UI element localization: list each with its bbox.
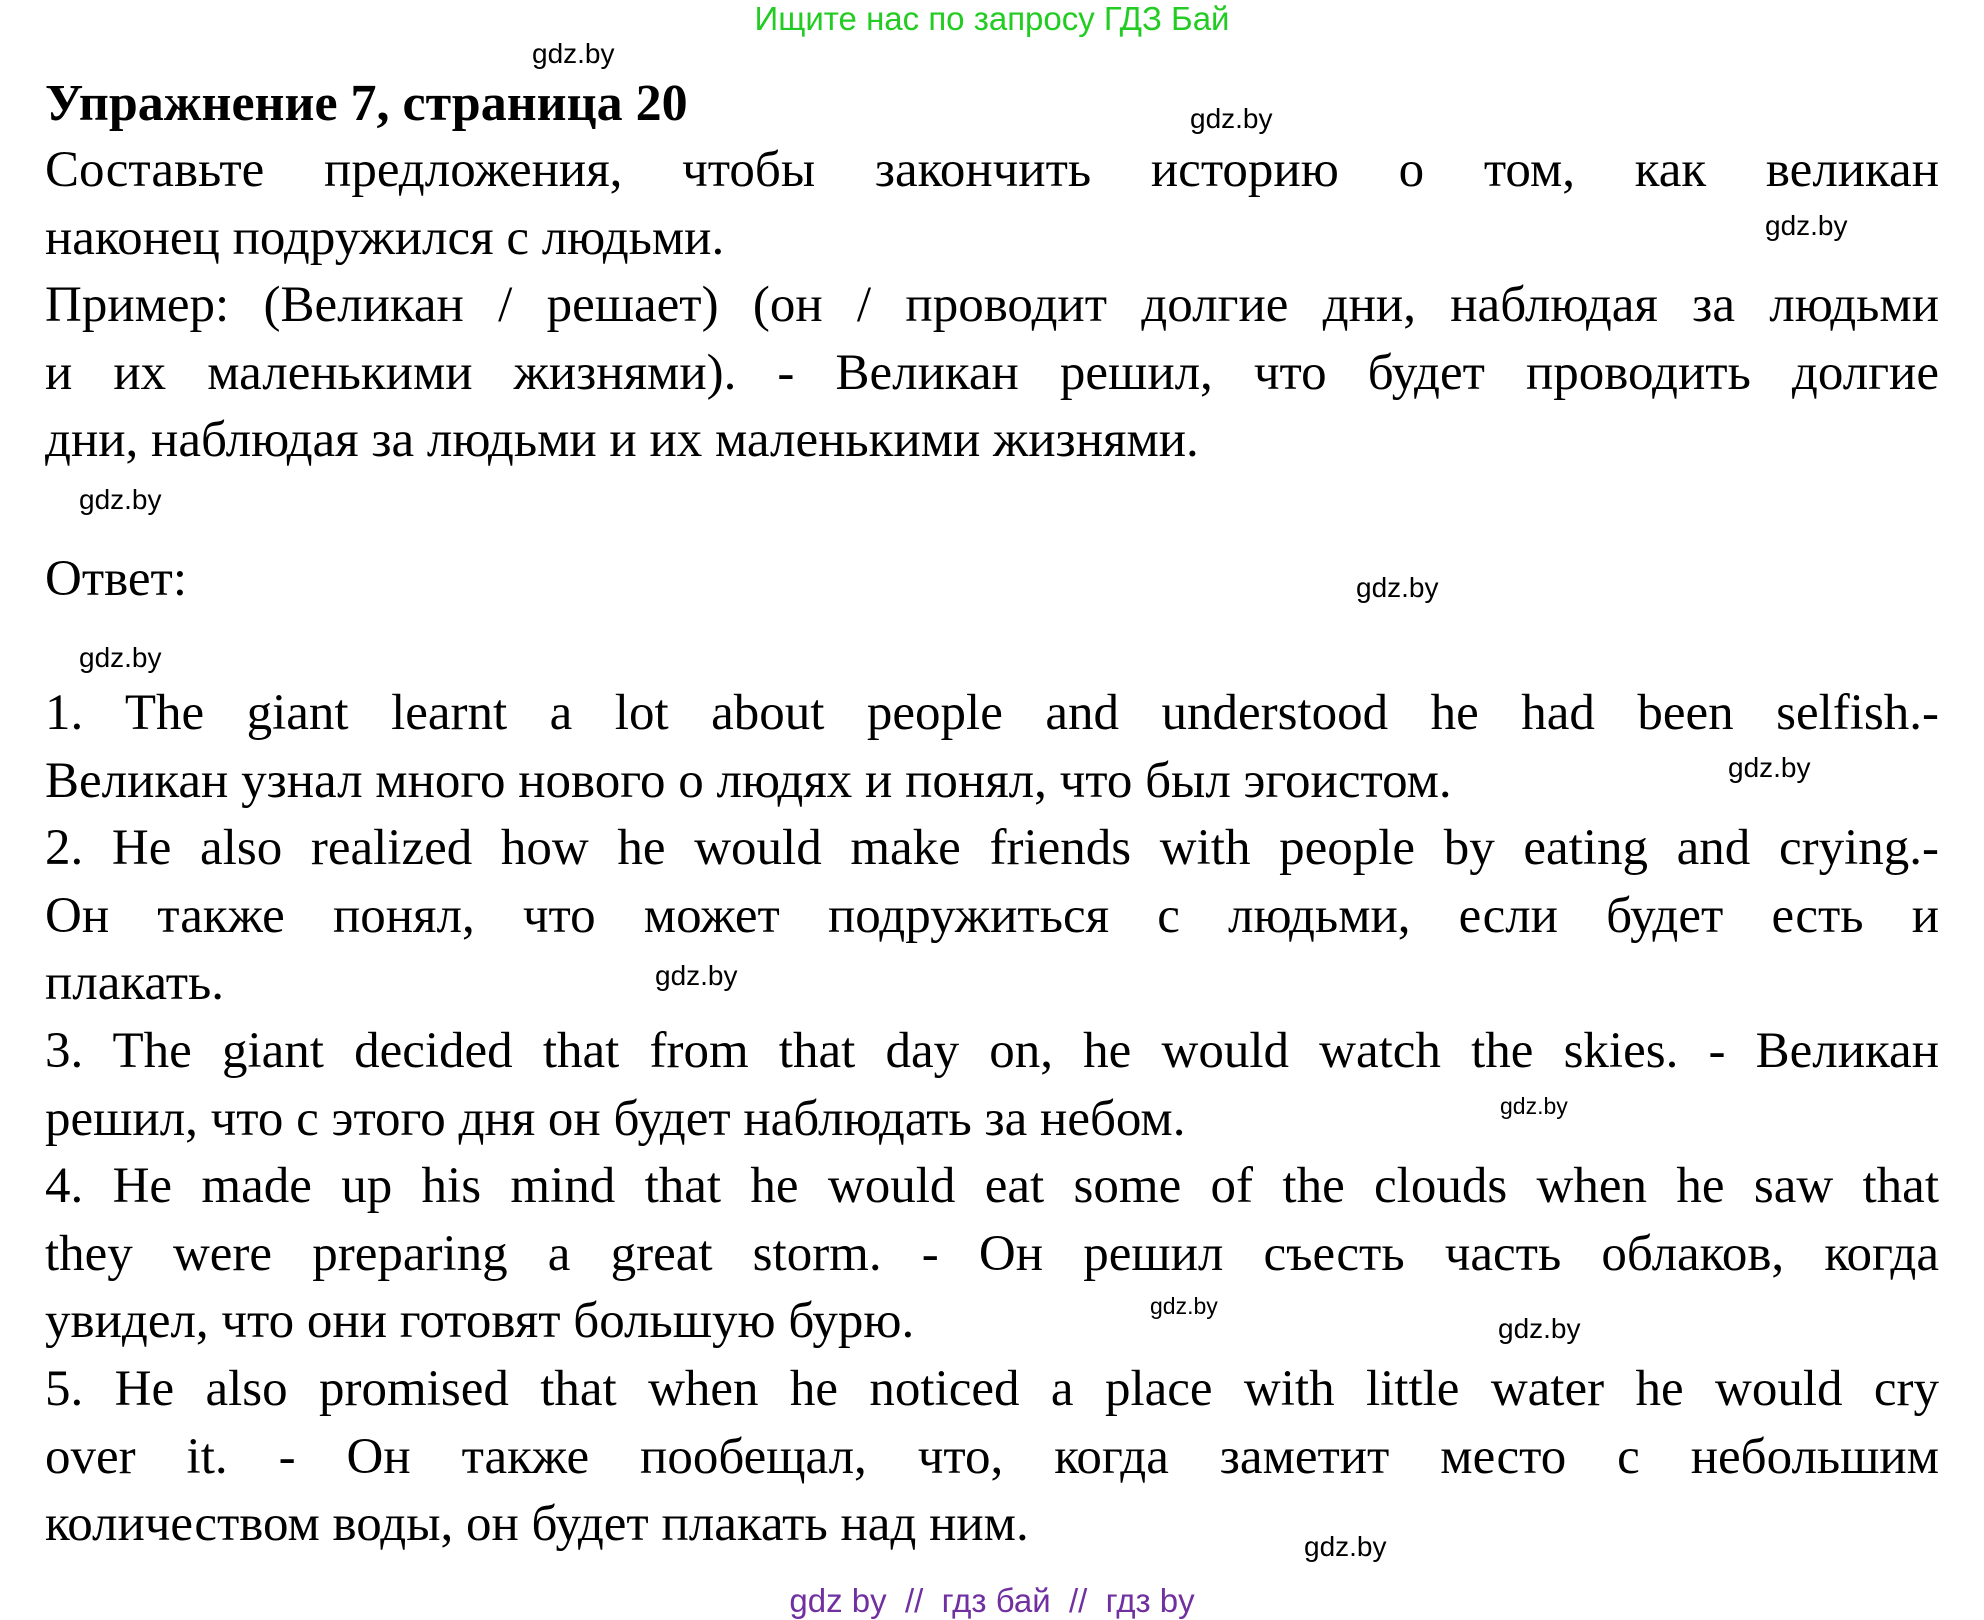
task-text <box>45 137 1939 475</box>
answer-text <box>45 680 1939 1559</box>
answer-line: 1. The giant learnt a lot about people and understood he had been selfish.- <box>45 685 1939 741</box>
answer-line: 3. The giant decided that from that day on, he would watch the skies. - Великан <box>45 1022 1939 1079</box>
task-line: наконец подружился с людьми. <box>45 209 725 266</box>
answer-line: решил, что с этого дня он будет наблюдать за небом. <box>45 1090 1186 1147</box>
watermark: gdz.by <box>1150 1293 1218 1319</box>
answer-label <box>45 546 1939 614</box>
answer-line: 4. He made up his mind that he would eat some of the clouds when he saw that <box>45 1158 1939 1215</box>
watermark: gdz.by <box>1728 752 1811 783</box>
watermark: gdz.by <box>1500 1093 1568 1119</box>
answer-line: they were preparing a great storm. - Он решил съесть часть облаков, когда <box>45 1225 1939 1282</box>
watermark: gdz.by <box>1304 1531 1387 1562</box>
answer-label-text: Ответ: <box>45 551 187 607</box>
watermark: gdz.by <box>1498 1313 1581 1344</box>
answer-line: 5. He also promised that when he noticed a place with little water he would cry <box>45 1360 1939 1417</box>
watermark: gdz.by <box>1356 572 1439 603</box>
answer-line: Великан узнал много нового о людях и понял, что был эгоистом. <box>45 752 1452 809</box>
answer-line: плакать. <box>45 955 224 1012</box>
task-line: и их маленькими жизнями). - Великан решил, что будет проводить долгие <box>45 344 1939 401</box>
watermark: gdz.by <box>1765 210 1848 241</box>
watermark: gdz.by <box>79 484 162 515</box>
header-banner: Ищите нас по запросу ГДЗ Бай <box>754 0 1230 37</box>
answer-line: увидел, что они готовят большую бурю. <box>45 1293 915 1350</box>
answer-line: over it. - Он также пообещал, что, когда заметит место с небольшим <box>45 1428 1939 1485</box>
task-line: дни, наблюдая за людьми и их маленькими жизнями. <box>45 412 1199 469</box>
exercise-title: Упражнение 7, страница 20 <box>45 75 688 132</box>
footer-banner: gdz by // гдз бай // гдз by <box>789 1582 1195 1619</box>
answer-line: Он также понял, что может подружиться с людьми, если будет есть и <box>45 887 1939 944</box>
answer-line: 2. He also realized how he would make friends with people by eating and crying.- <box>45 820 1939 877</box>
answer-line: количеством воды, он будет плакать над ним. <box>45 1496 1029 1553</box>
watermark: gdz.by <box>655 960 738 991</box>
watermark: gdz.by <box>532 38 615 69</box>
task-line: Составьте предложения, чтобы закончить историю о том, как великан <box>45 142 1939 198</box>
watermark: gdz.by <box>1190 103 1273 134</box>
watermark: gdz.by <box>79 642 162 673</box>
task-line: Пример: (Великан / решает) (он / проводит долгие дни, наблюдая за людьми <box>45 277 1939 334</box>
